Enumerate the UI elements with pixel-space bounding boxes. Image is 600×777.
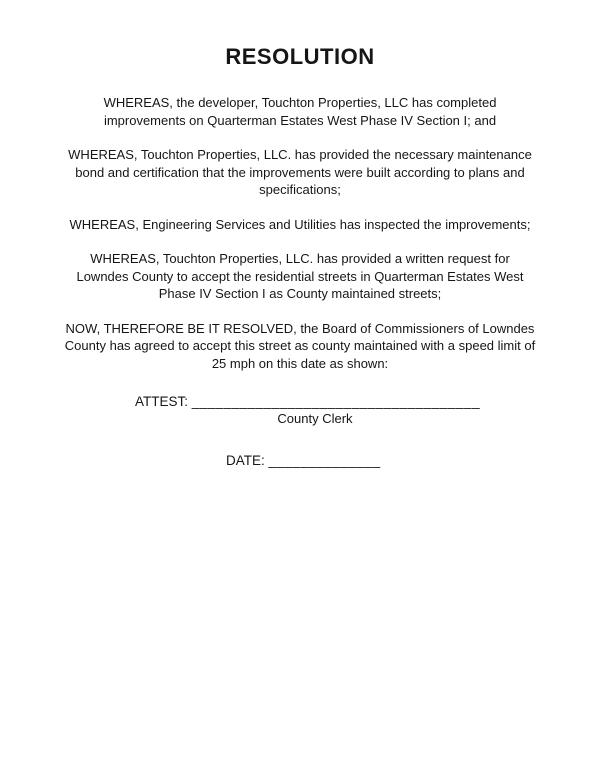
county-clerk-label: County Clerk xyxy=(277,410,353,426)
date-line: ______________ xyxy=(268,452,381,468)
whereas-paragraph-4: WHEREAS, Touchton Properties, LLC. has provided a written request for Lowndes County to accept the residential streets in Quarterman Estates West Phase IV Section I as County maintained streets; xyxy=(76,251,524,302)
whereas-paragraph-1: WHEREAS, the developer, Touchton Properties, LLC has completed improvements on Quarterman Estates West Phase IV Section I; and xyxy=(103,95,497,128)
attest-row xyxy=(135,394,600,409)
attest-label: ATTEST: xyxy=(135,393,189,409)
resolved-paragraph: NOW, THEREFORE BE IT RESOLVED, the Board of Commissioners of Lowndes County has agreed to accept this street as county maintained with a speed limit of 25 mph on this date as shown: xyxy=(64,320,536,372)
document-title: RESOLUTION xyxy=(225,44,375,69)
whereas-paragraph-3: WHEREAS, Engineering Services and Utilities has inspected the improvements; xyxy=(69,216,531,232)
date-label: DATE: xyxy=(226,452,265,468)
attest-signature-line: ____________________________________ xyxy=(191,393,481,409)
date-row xyxy=(226,453,600,468)
whereas-paragraph-2: WHEREAS, Touchton Properties, LLC. has provided the necessary maintenance bond and certification that the improvements were built according to plans and specifications; xyxy=(68,147,532,198)
